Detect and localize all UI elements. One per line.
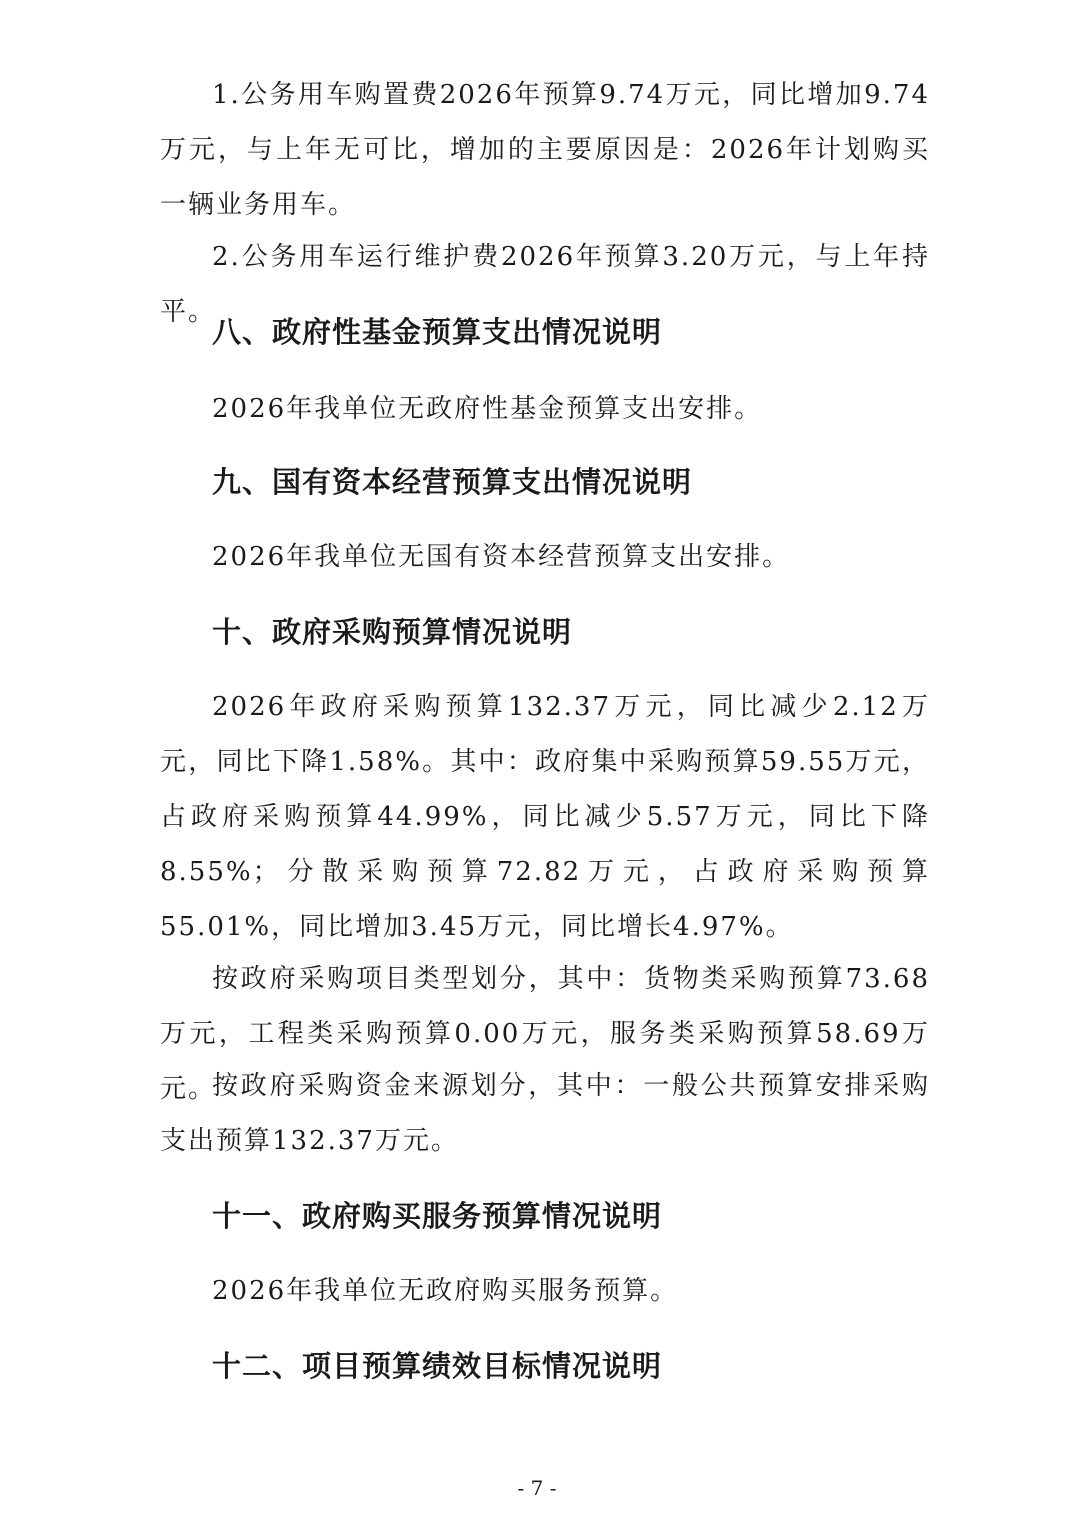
paragraph-vehicle-maintenance: 2.公务用车运行维护费2026年预算3.20万元，与上年持平。 (160, 242, 930, 327)
heading-section-8: 八、政府性基金预算支出情况说明 (212, 315, 663, 349)
heading-section-10: 十、政府采购预算情况说明 (212, 615, 573, 649)
paragraph-government-fund: 2026年我单位无政府性基金预算支出安排。 (212, 394, 763, 424)
paragraph-state-capital: 2026年我单位无国有资本经营预算支出安排。 (212, 542, 791, 572)
paragraph-procurement-budget: 2026年政府采购预算132.37万元，同比减少2.12万元，同比下降1.58%。其中：政府集中采购预算59.55万元，占政府采购预算44.99%，同比减少5.57万元，同比下降8.55%；分散采购预算72.82万元，占政府采购预算55.01%，同比增加3.45万元，同比增长4.97%。 (160, 692, 930, 942)
paragraph-procurement-by-source: 按政府采购资金来源划分，其中：一般公共预算安排采购支出预算132.37万元。 (160, 1071, 930, 1156)
paragraph-purchased-services: 2026年我单位无政府购买服务预算。 (212, 1276, 679, 1306)
page-number: - 7 - (517, 1476, 557, 1500)
heading-section-11: 十一、政府购买服务预算情况说明 (212, 1199, 663, 1233)
heading-section-12: 十二、项目预算绩效目标情况说明 (212, 1349, 663, 1383)
paragraph-vehicle-purchase: 1.公务用车购置费2026年预算9.74万元，同比增加9.74万元，与上年无可比，增加的主要原因是：2026年计划购买一辆业务用车。 (160, 80, 930, 220)
paragraph-procurement-by-type: 按政府采购项目类型划分，其中：货物类采购预算73.68万元，工程类采购预算0.00万元，服务类采购预算58.69万元。 (160, 964, 930, 1104)
heading-section-9: 九、国有资本经营预算支出情况说明 (212, 465, 693, 499)
